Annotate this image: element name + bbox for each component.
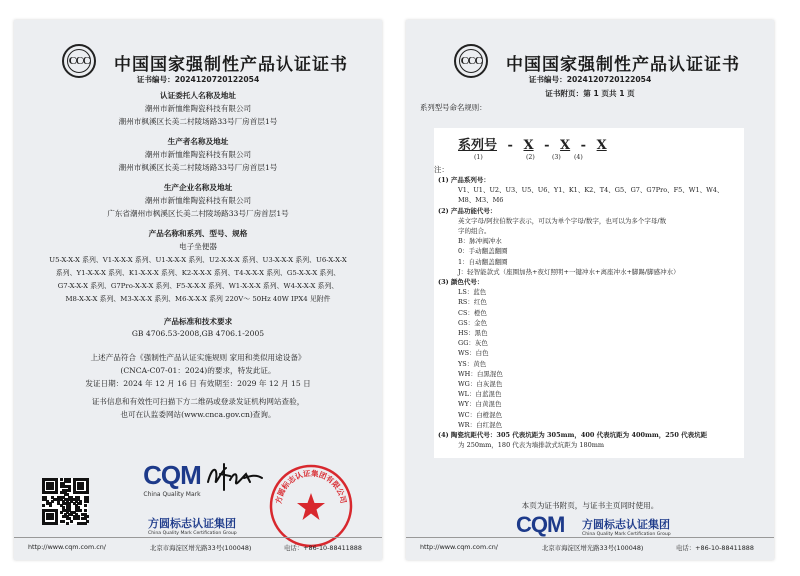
naming-rule-line: CS：橙色 [458,308,487,317]
standard-label: 产品标准和技术要求 [163,317,233,326]
cqm-logo [132,460,212,498]
notes-label: 注： [434,165,449,174]
naming-rule-line: 0：手动翻盖翻圈 [458,247,508,256]
group-name-cn: 方圆标志认证集团 [148,517,236,530]
group-brand [148,515,237,536]
naming-rule-line: (2) 产品功能代号： [438,206,497,215]
naming-rule-line: (4) 陶瓷坑距代号：305 代表坑距为 305mm，400 代表坑距为 400mm，250 代表坑距 [438,431,708,439]
naming-rule-line: WC：白橙混色 [458,410,503,419]
naming-rule-line: HS：黑色 [458,329,488,337]
naming-rule-line: 字的组合。 [458,227,491,235]
footer-phone: 电话：+86-10-88411888 [284,544,362,552]
model-format-part: - [580,138,587,153]
model-format-part: 系列号 [458,138,498,153]
section-line: 潮州市枫溪区长美二村陵场路33号厂房首层1号 [118,117,278,126]
naming-rule-line: WG：白灰混色 [458,380,503,388]
certificate-annex-page [406,20,774,560]
naming-rule-line: (3) 颜色代号： [438,278,484,286]
issue-dates: 发证日期：2024 年 12 月 16 日 有效期至：2029 年 12 月 15 日 [85,379,311,388]
verify-line: 也可在认监委网站(www.cnca.gov.cn)查询。 [120,410,276,419]
naming-rule-line: GG：灰色 [458,339,488,348]
model-index: (4) [574,154,583,161]
naming-rule-line: 为 250mm，180 代表为墙排款式坑距为 180mm [458,441,605,450]
model-format-part: X [523,138,534,153]
qr-code [42,478,88,524]
cqm-logo [516,512,564,538]
naming-rule-line: GS：金色 [458,318,488,327]
section-label: 产品名称和系列、型号、规格 [148,229,248,238]
naming-rule-line: RS：红色 [458,298,487,307]
naming-rule-line: M8、M3、M6 [458,196,504,205]
seal-lettering: 方圆标志认证集团有限公司 [273,468,349,505]
certificate-main-page [14,20,382,560]
model-line: G7-X-X-X 系列、G7Pro-X-X-X 系列、F5-X-X-X 系列、W1-X-X-X 系列、W4-X-X-X 系列、 [57,282,339,290]
model-format [458,134,607,153]
annex-page-number: 证书附页：第 1 页共 1 页 [545,89,635,98]
group-brand [582,516,671,537]
ccc-logo: CCC [62,44,96,78]
product-name: 电子坐便器 [179,242,217,251]
model-line: 系列、Y1-X-X-X 系列、K1-X-X-X 系列、K2-X-X-X 系列、T4-X-X-X 系列、G5-X-X-X 系列、 [55,269,341,277]
naming-rule-line: WY：白黄混色 [458,400,502,409]
section-label: 生产企业名称及地址 [163,183,233,192]
standard-value: GB 4706.53-2008,GB 4706.1-2005 [131,329,265,338]
certificate-number: 证书编号：2024120720122054 [528,75,652,84]
signature [204,460,266,494]
model-format-part: X [560,138,571,153]
footer-url: http://www.cqm.com.cn/ [28,543,106,551]
naming-rule-line: WR：白红混色 [458,420,503,429]
certificate-title: 中国国家强制性产品认证证书 [506,55,740,75]
verify-line: 证书信息和有效性可扫描下方二维码或登录发证机构网站查验， [91,397,305,406]
model-line: U5-X-X-X 系列、V1-X-X-X 系列、U1-X-X-X 系列、U2-X-X-X 系列、U3-X-X-X 系列、U6-X-X-X [49,256,347,264]
model-index: (3) [552,154,561,161]
certificate-number: 证书编号：2024120720122054 [136,75,260,84]
footer-phone: 电话：+86-10-88411888 [676,544,754,552]
cqm-mark: CQM [516,512,565,537]
naming-rule-line: 1：自动翻盖翻圈 [458,257,508,266]
section-line: 潮州市枫溪区长美二村陵场路33号厂房首层1号 [118,163,278,172]
naming-rule-title: 系列型号命名规则： [420,103,487,112]
naming-rule-line: WS：白色 [458,349,489,358]
section-line: 潮州市新恤维陶瓷科技有限公司 [144,150,252,159]
model-format-part: - [544,138,550,153]
naming-rule-line: LS：蓝色 [458,288,487,297]
section-line: 潮州市新恤维陶瓷科技有限公司 [144,196,252,205]
model-format-part: - [507,138,513,153]
naming-rule-line: 英文字母/阿拉伯数字表示，可以为单个字母/数字，也可以为多个字母/数 [458,216,667,225]
conformity-line: (CNCA-C07-01：2024)的要求，特发此证。 [120,366,276,375]
conformity-line: 上述产品符合《强制性产品认证实施规则 家用和类似用途设备》 [90,353,306,362]
group-name-cn: 方圆标志认证集团 [582,518,670,531]
footer [14,537,382,552]
naming-rule-line: V1、U1、U2、U3、U5、U6、Y1、K1、K2、T4、G5、G7、G7Pro、F5、W1、W4、 [458,186,724,195]
cqm-subtitle: China Quality Mark [143,491,201,498]
certificate-title: 中国国家强制性产品认证证书 [114,55,348,75]
naming-rule-line: WL：白蓝混色 [458,390,502,399]
section-label: 生产者名称及地址 [167,137,229,146]
group-name-en: China Quality Mark Certification Group [148,531,237,536]
naming-rule-line: B：脉冲阀冲水 [458,237,502,246]
model-line: M8-X-X-X 系列、M3-X-X-X 系列、M6-X-X-X 系列 220V～ 50Hz 40W IPX4 见附件 [65,295,331,303]
naming-rule-line: J：轻智能款式（座圈加热+夜灯照明+一键冲水+离座冲水+脚踢/脚感冲水） [458,267,680,276]
footer [406,537,774,552]
naming-rule-box [434,128,744,458]
model-index: (2) [526,154,535,161]
footer-address: 北京市海淀区增光路33号(100048) [150,544,252,552]
section-line: 广东省潮州市枫溪区长美二村陵场路33号厂房首层1号 [107,209,289,218]
group-name-en: China Quality Mark Certification Group [582,532,671,537]
annex-usage-note: 本页为证书附页，与证书主页同时使用。 [521,501,659,510]
model-index: (1) [474,154,483,161]
naming-rule-line: (1) 产品系列号： [438,176,490,184]
ccc-logo: CCC [454,44,488,78]
cqm-mark: CQM [143,460,201,490]
footer-url: http://www.cqm.com.cn/ [420,543,498,551]
model-format-part: X [596,138,607,153]
naming-rule-line: WH：白黑混色 [458,369,503,378]
section-label: 认证委托人名称及地址 [160,91,236,100]
footer-address: 北京市海淀区增光路33号(100048) [542,544,644,552]
naming-rule-line: YS：黄色 [458,359,487,368]
section-line: 潮州市新恤维陶瓷科技有限公司 [144,104,252,113]
